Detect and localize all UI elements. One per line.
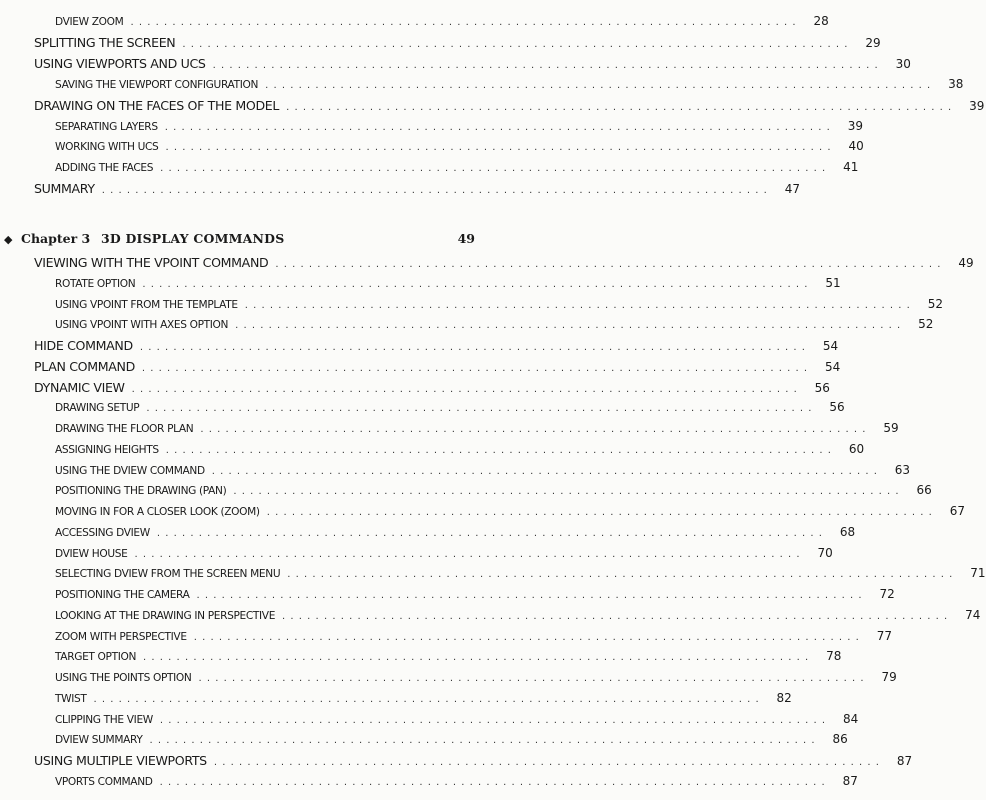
toc-entry-title: USING VPOINT FROM THE TEMPLATE xyxy=(55,298,238,311)
toc-entry-title: DYNAMIC VIEW xyxy=(34,379,125,395)
dot-leader: ................................................................................ xyxy=(159,776,830,788)
toc-entry-page-number: 87 xyxy=(842,773,858,788)
toc-entry-title: USING THE DVIEW COMMAND xyxy=(55,464,205,477)
toc-entry xyxy=(0,34,881,50)
toc-entry xyxy=(0,732,848,747)
toc-entry xyxy=(0,587,895,601)
toc-entry-title: CLIPPING THE VIEW xyxy=(55,713,153,726)
dot-leader: ................................................................................ xyxy=(235,320,906,332)
dot-leader: ................................................................................ xyxy=(130,17,801,28)
dot-leader: ................................................................................ xyxy=(244,299,915,311)
dot-leader: ................................................................................ xyxy=(139,342,811,353)
toc-entry-page-number: 56 xyxy=(814,380,830,395)
toc-entry xyxy=(0,462,911,477)
toc-entry xyxy=(0,421,899,435)
chapter-page-number: 49 xyxy=(457,231,475,246)
toc-entry-page-number: 66 xyxy=(916,483,932,498)
toc-entry-title: USING VIEWPORTS AND UCS xyxy=(34,55,206,71)
diamond-bullet-icon: ◆ xyxy=(4,233,13,246)
toc-entry-page-number: 47 xyxy=(784,182,801,197)
toc-entry-title: LOOKING AT THE DRAWING IN PERSPECTIVE xyxy=(55,609,276,622)
toc-entry-page-number: 60 xyxy=(848,441,865,456)
dot-leader: ................................................................................ xyxy=(265,79,936,91)
toc-entry xyxy=(0,649,842,664)
toc-entry-page-number: 51 xyxy=(825,275,841,290)
dot-leader: ................................................................................ xyxy=(193,631,864,643)
toc-entry-title: DVIEW HOUSE xyxy=(55,547,128,560)
toc-entry-page-number: 63 xyxy=(894,462,911,477)
dot-leader: ................................................................................ xyxy=(146,403,817,415)
dot-leader: ................................................................................ xyxy=(165,444,837,456)
toc-entry xyxy=(0,118,863,133)
toc-entry-title: ZOOM WITH PERSPECTIVE xyxy=(55,630,187,643)
toc-entry-title: DRAWING SETUP xyxy=(55,402,140,415)
toc-entry-title: WORKING WITH UCS xyxy=(55,141,159,154)
toc-entry-page-number: 52 xyxy=(927,296,943,311)
chapter-heading xyxy=(0,231,484,246)
dot-leader: ................................................................................ xyxy=(164,121,835,133)
toc-entry-title: TARGET OPTION xyxy=(55,651,137,664)
toc-entry xyxy=(0,566,986,581)
toc-entry xyxy=(0,628,892,643)
toc-entry-page-number: 79 xyxy=(881,670,897,684)
toc-entry xyxy=(0,358,841,374)
toc-entry-page-number: 30 xyxy=(895,56,911,71)
dot-leader: ................................................................................ xyxy=(275,259,946,270)
dot-leader: ................................................................................ xyxy=(266,507,938,518)
toc-entry-page-number: 38 xyxy=(948,76,964,91)
toc-entry xyxy=(0,14,829,28)
toc-entry-page-number: 40 xyxy=(848,139,864,154)
dot-leader: ................................................................................ xyxy=(198,673,869,684)
dot-leader: ................................................................................ xyxy=(143,652,814,664)
toc-entry-page-number: 39 xyxy=(847,118,863,133)
toc-entry xyxy=(0,338,839,353)
dot-leader: ................................................................................ xyxy=(282,610,953,622)
toc-entry-title: DRAWING THE FLOOR PLAN xyxy=(55,423,194,435)
toc-entry-title: POSITIONING THE DRAWING (PAN) xyxy=(55,485,227,498)
toc-entry-page-number: 49 xyxy=(958,256,974,270)
dot-leader: ................................................................................ xyxy=(286,101,957,113)
toc-entry-title: VPORTS COMMAND xyxy=(55,775,153,788)
dot-leader: ................................................................................ xyxy=(159,714,831,726)
toc-entry-page-number: 86 xyxy=(832,732,848,747)
toc-entry-title: SPLITTING THE SCREEN xyxy=(34,34,176,50)
toc-entry xyxy=(0,711,859,726)
toc-entry-title: POSITIONING THE CAMERA xyxy=(55,589,190,601)
toc-entry-page-number: 74 xyxy=(965,607,981,622)
toc-entry xyxy=(0,504,966,518)
dot-leader: ................................................................................ xyxy=(211,465,883,477)
toc-entry xyxy=(0,690,792,705)
toc-entry-page-number: 82 xyxy=(776,690,792,705)
toc-entry-page-number: 59 xyxy=(883,421,899,435)
toc-entry xyxy=(0,296,943,311)
toc-entry-title: USING MULTIPLE VIEWPORTS xyxy=(34,753,207,768)
toc-entry-title: PLAN COMMAND xyxy=(34,358,135,374)
toc-entry-title: SEPARATING LAYERS xyxy=(55,120,158,133)
dot-leader: ................................................................................ xyxy=(213,757,885,768)
toc-entry-page-number: 67 xyxy=(949,504,966,518)
dot-leader: ................................................................................ xyxy=(200,424,871,435)
toc-entry xyxy=(0,400,845,415)
toc-entry-page-number: 71 xyxy=(970,566,986,581)
dot-leader: ................................................................................ xyxy=(149,735,820,747)
dot-leader: ................................................................................ xyxy=(212,59,883,71)
toc-entry xyxy=(0,441,865,456)
toc-entry-title: MOVING IN FOR A CLOSER LOOK (ZOOM) xyxy=(55,506,260,518)
dot-leader: ................................................................................ xyxy=(101,185,773,197)
dot-leader: ................................................................................ xyxy=(156,527,828,539)
toc-entry-page-number: 78 xyxy=(826,649,842,664)
toc-entry-title: SAVING THE VIEWPORT CONFIGURATION xyxy=(55,78,259,91)
toc-entry xyxy=(0,607,981,622)
toc-entry-title: ADDING THE FACES xyxy=(55,162,154,175)
toc-entry xyxy=(0,379,830,395)
toc-entry-title: SUMMARY xyxy=(34,181,95,197)
dot-leader: ................................................................................ xyxy=(233,486,904,498)
toc-entry-title: TWIST xyxy=(55,692,87,705)
dot-leader: ................................................................................ xyxy=(287,569,958,581)
toc-entry-page-number: 52 xyxy=(918,317,934,332)
toc-entry-page-number: 39 xyxy=(969,98,985,113)
toc-entry-title: ROTATE OPTION xyxy=(55,277,136,290)
toc-entry-title: DVIEW SUMMARY xyxy=(55,734,143,747)
toc-entry xyxy=(0,160,859,175)
toc-entry xyxy=(0,317,934,332)
toc-entry-title: DRAWING ON THE FACES OF THE MODEL xyxy=(34,97,280,113)
dot-leader: ................................................................................ xyxy=(93,693,764,705)
toc-entry xyxy=(0,773,858,788)
toc-entry xyxy=(0,55,911,71)
dot-leader: ................................................................................ xyxy=(182,38,853,50)
toc-entry-page-number: 72 xyxy=(879,587,895,601)
toc-entry xyxy=(0,76,964,91)
toc-entry-page-number: 29 xyxy=(865,35,881,50)
toc-entry xyxy=(0,670,897,684)
toc-entry-page-number: 28 xyxy=(813,14,829,28)
toc-entry-title: VIEWING WITH THE VPOINT COMMAND xyxy=(34,255,269,270)
toc-entry-page-number: 54 xyxy=(822,339,839,353)
toc-entry xyxy=(0,275,841,290)
toc-entry-page-number: 56 xyxy=(829,400,845,415)
dot-leader: ................................................................................ xyxy=(142,278,813,290)
toc-entry-page-number: 68 xyxy=(839,524,856,539)
dot-leader: ................................................................................ xyxy=(160,163,831,175)
dot-leader: ................................................................................ xyxy=(141,362,813,374)
toc-entry-title: USING THE POINTS OPTION xyxy=(55,672,192,684)
chapter-label: Chapter 3 xyxy=(21,231,91,246)
toc-entry xyxy=(0,524,856,539)
dot-leader: ................................................................................ xyxy=(165,142,836,154)
toc-entry-page-number: 84 xyxy=(842,711,859,726)
dot-leader: ................................................................................ xyxy=(134,548,805,560)
toc-entry-page-number: 54 xyxy=(824,359,841,374)
toc-entry-title: HIDE COMMAND xyxy=(34,338,133,353)
toc-entry xyxy=(0,97,985,113)
toc-entry-page-number: 41 xyxy=(843,160,859,175)
toc-entry-title: ACCESSING DVIEW xyxy=(55,526,150,539)
dot-leader: ................................................................................ xyxy=(196,590,867,601)
toc-entry-title: DVIEW ZOOM xyxy=(55,16,124,28)
toc-entry-page-number: 87 xyxy=(896,754,913,768)
toc-entry-title: SELECTING DVIEW FROM THE SCREEN MENU xyxy=(55,568,281,581)
toc-entry-page-number: 77 xyxy=(876,628,892,643)
toc-entry xyxy=(0,139,864,154)
toc-entry xyxy=(0,181,801,197)
dot-leader: ................................................................................ xyxy=(131,383,802,395)
toc-entry xyxy=(0,753,913,768)
toc-entry-title: ASSIGNING HEIGHTS xyxy=(55,443,159,456)
toc-entry-title: USING VPOINT WITH AXES OPTION xyxy=(55,319,229,332)
toc-entry xyxy=(0,483,932,498)
toc-entry xyxy=(0,255,974,270)
chapter-title: 3D DISPLAY COMMANDS xyxy=(101,231,285,246)
toc-entry xyxy=(0,545,833,560)
toc-entry-page-number: 70 xyxy=(817,545,833,560)
